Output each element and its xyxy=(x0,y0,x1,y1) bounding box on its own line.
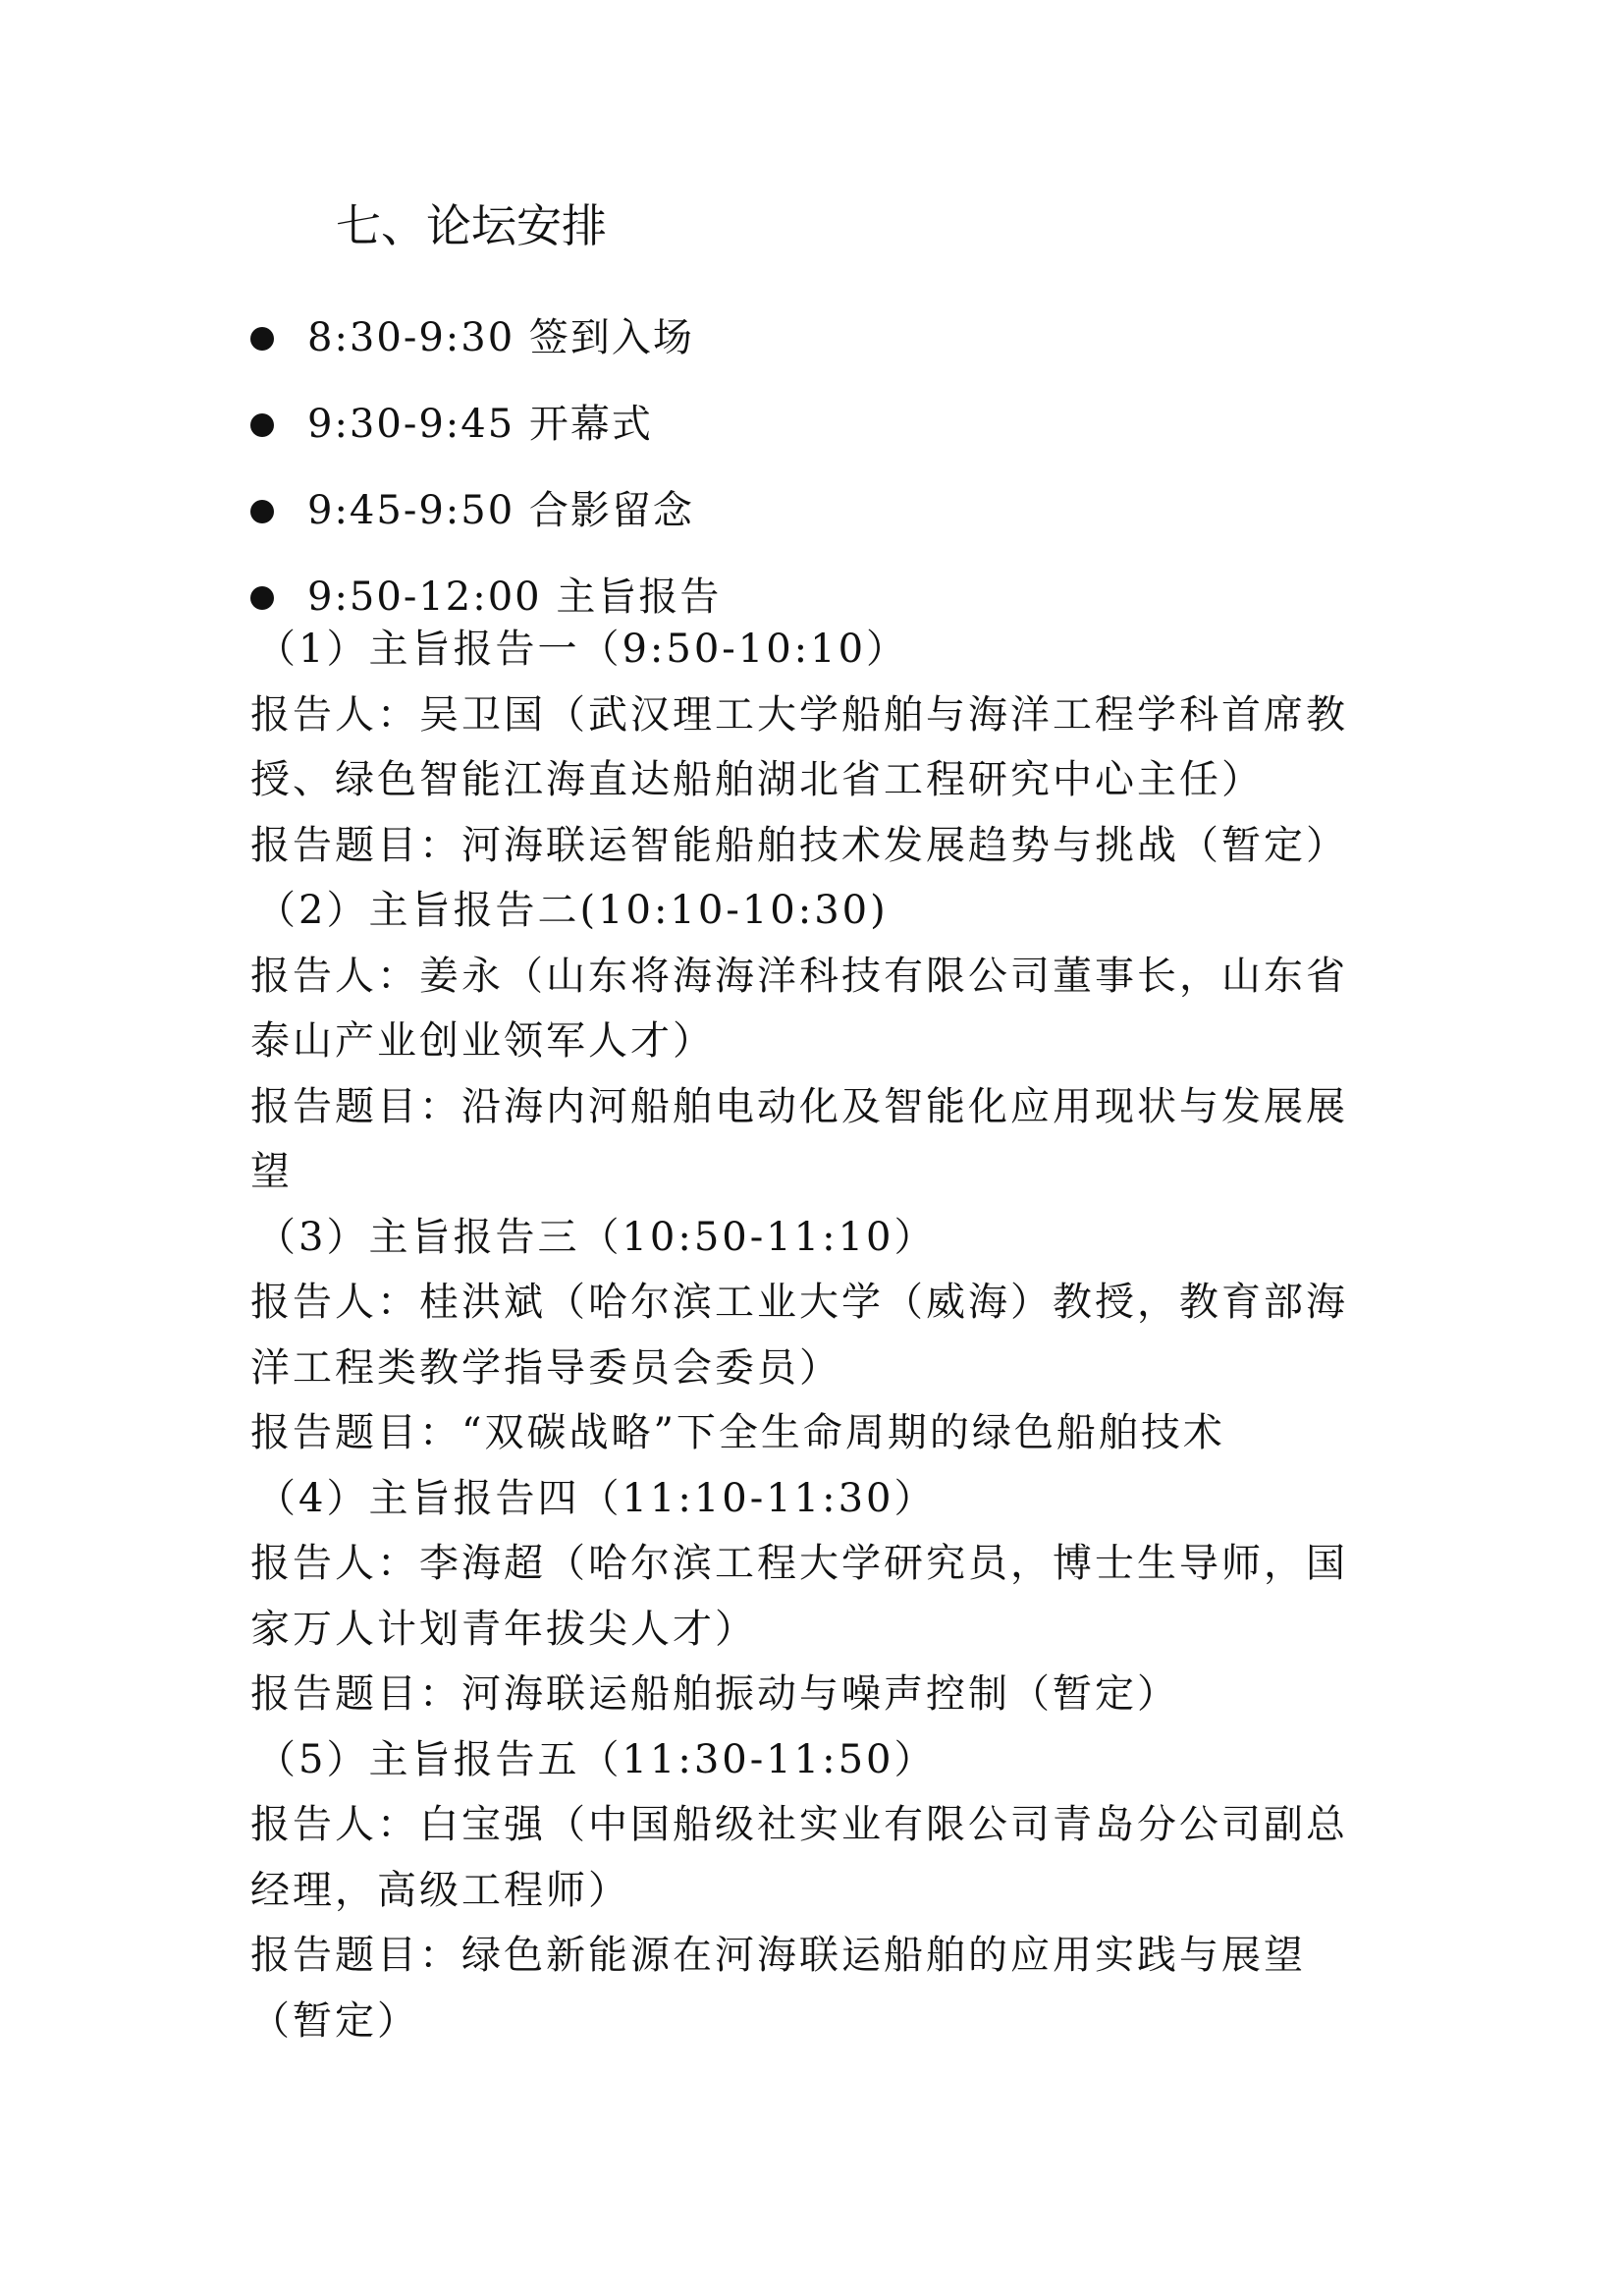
talk-topic: 报告题目：绿色新能源在河海联运船舶的应用实践与展望（暂定） xyxy=(250,1933,1306,2044)
schedule-item xyxy=(250,291,721,377)
bullet-icon xyxy=(250,586,274,610)
schedule-item xyxy=(250,464,721,550)
schedule-item xyxy=(250,377,721,464)
talk-heading: （1）主旨报告一（9:50-10:10） xyxy=(256,627,909,672)
schedule-item-text: 9:45-9:50 合影留念 xyxy=(307,487,694,533)
talk-topic: 报告题目：沿海内河船舶电动化及智能化应用现状与发展展望 xyxy=(250,1083,1348,1194)
talk-heading: （5）主旨报告五（11:30-11:50） xyxy=(256,1736,937,1782)
bullet-icon xyxy=(250,413,274,437)
talk-heading: （2）主旨报告二(10:10-10:30) xyxy=(256,888,889,933)
bullet-icon xyxy=(250,327,274,351)
talk-topic: 报告题目：河海联运船舶振动与噪声控制（暂定） xyxy=(250,1671,1179,1717)
talk-heading: （4）主旨报告四（11:10-11:30） xyxy=(256,1475,937,1521)
talk-speaker: 报告人：桂洪斌（哈尔滨工业大学（威海）教授，教育部海洋工程类教学指导委员会委员） xyxy=(250,1280,1348,1391)
keynote-talks xyxy=(250,617,1389,2053)
talk-topic: 报告题目：河海联运智能船舶技术发展趋势与挑战（暂定） xyxy=(250,822,1348,868)
talk-speaker: 报告人：李海超（哈尔滨工程大学研究员，博士生导师，国家万人计划青年拔尖人才） xyxy=(250,1541,1348,1652)
bullet-icon xyxy=(250,500,274,523)
talk-speaker: 报告人：白宝强（中国船级社实业有限公司青岛分公司副总经理，高级工程师） xyxy=(250,1802,1348,1913)
talk-topic: 报告题目：“双碳战略”下全生命周期的绿色船舶技术 xyxy=(250,1410,1225,1455)
talk-heading: （3）主旨报告三（10:50-11:10） xyxy=(256,1214,937,1260)
schedule-item-text: 9:30-9:45 开幕式 xyxy=(307,401,653,447)
schedule-list xyxy=(250,291,721,636)
talk-speaker: 报告人：姜永（山东将海海洋科技有限公司董事长，山东省泰山产业创业领军人才） xyxy=(250,953,1348,1064)
schedule-item-text: 9:50-12:00 主旨报告 xyxy=(307,574,722,620)
talk-speaker: 报告人：吴卫国（武汉理工大学船舶与海洋工程学科首席教授、绿色智能江海直达船舶湖北省工程研究中心主任） xyxy=(250,691,1348,802)
section-heading: 七、论坛安排 xyxy=(336,199,607,252)
schedule-item-text: 8:30-9:30 签到入场 xyxy=(307,314,694,360)
